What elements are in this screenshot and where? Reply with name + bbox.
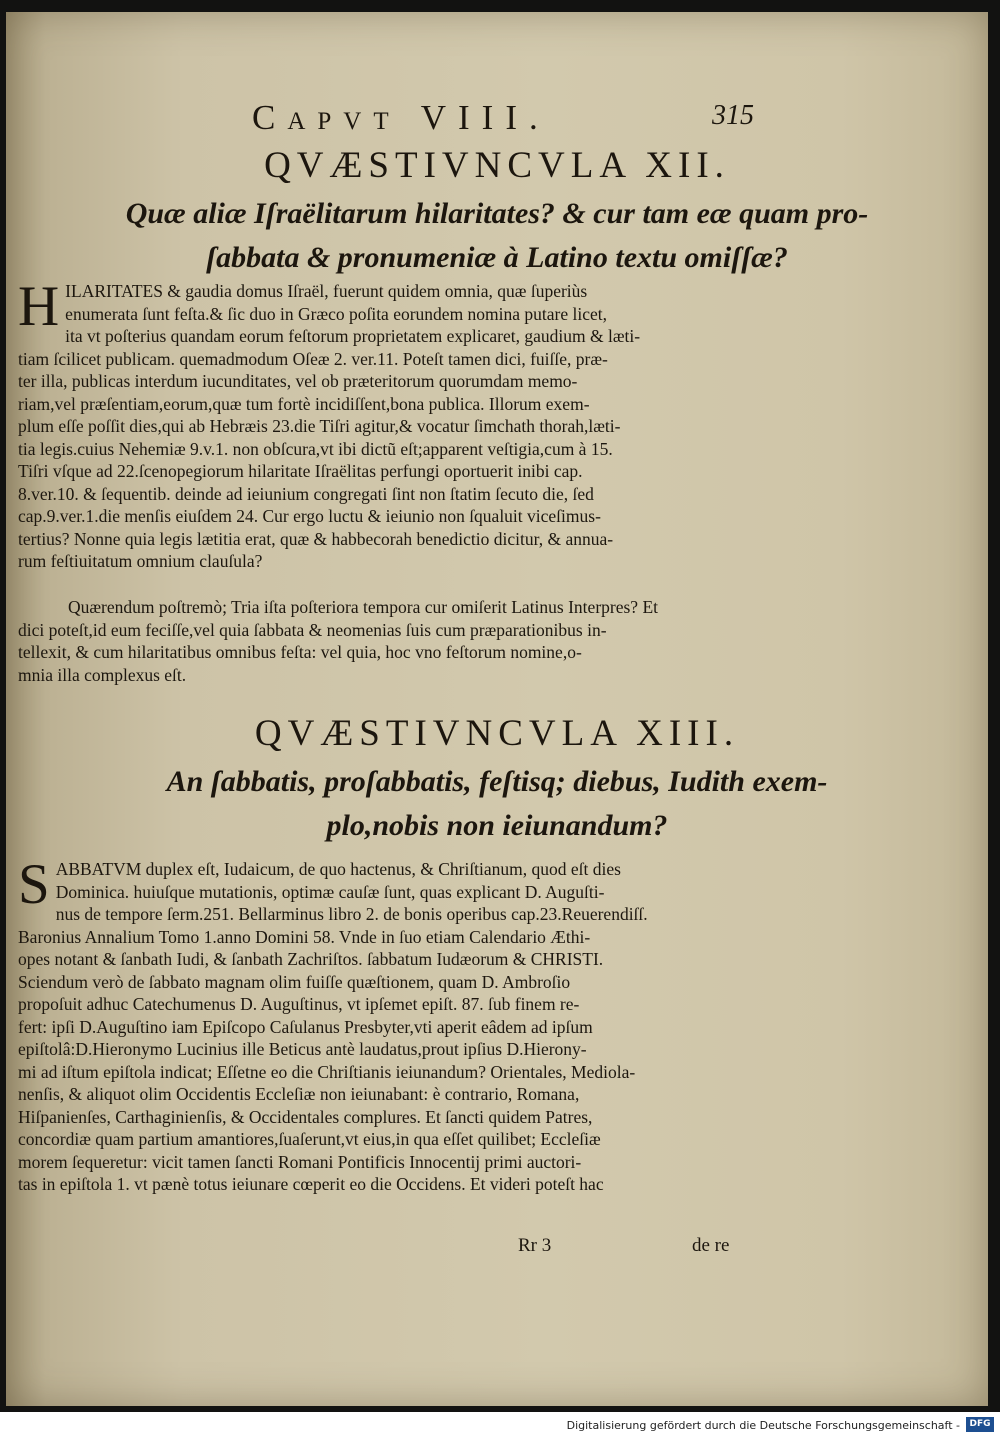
text-line: dici poteſt,id eum feciſſe,vel quia ſabbata & neomenias ſuis cum præparationibus in- — [18, 619, 607, 640]
text-line: ter illa, publicas interdum iucunditates, vel ob præteritorum quorumdam memo- — [18, 371, 578, 391]
text-line: enumerata ſunt feſta.& ſic duo in Græco poſita eorundem nomina putare licet, — [65, 303, 608, 324]
running-head: Capvt VIII. — [252, 98, 550, 137]
page-footer — [6, 1235, 988, 1265]
text-line: tas in epiſtola 1. vt pænè totus ieiunare cœperit eo die Occidens. Et videri poteſt hac — [18, 1174, 604, 1194]
text-line: riam,vel præſentiam,eorum,quæ tum fortè incidiſſent,bona publica. Illorum exem- — [18, 393, 590, 414]
drop-capital: S — [18, 853, 50, 916]
text-line: tellexit, & cum hilaritatibus omnibus feſta: vel quia, hoc vno feſtorum nomine,o- — [18, 642, 582, 662]
signature-mark: Rr 3 — [518, 1235, 552, 1256]
text-line: cap.9.ver.1.die menſis eiuſdem 24. Cur ergo luctu & ieiunio non ſqualuit viceſimus- — [18, 506, 601, 526]
text-line: Sciendum verò de ſabbato magnam olim fuiſſe quæſtionem, quam D. Ambroſio — [18, 971, 571, 992]
text-line: fert: ipſi D.Auguſtino iam Epiſcopo Caſulanus Presbyter,vti aperit eâdem ad ipſum — [18, 1016, 593, 1037]
question-line: An ſabbatis, proſabbatis, feſtisq; diebus, Iudith exem- — [166, 765, 828, 798]
text-line: propoſuit adhuc Catechumenus D. Auguſtinus, vt ipſemet epiſt. 87. ſub finem re- — [18, 994, 580, 1014]
credit-bar — [0, 1412, 1000, 1438]
text-line: ABBATVM duplex eſt, Iudaicum, de quo hactenus, & Chriſtianum, quod eſt dies — [55, 859, 621, 879]
section-question-q12 — [6, 192, 988, 280]
text-line: tia legis.cuius Nehemiæ 9.v.1. non obſcura,vt ibi dictũ eſt;apparent veſtigia,cum à 15. — [18, 438, 613, 459]
dfg-logo: DFG — [966, 1417, 994, 1432]
text-line: Hiſpanienſes, Carthaginienſis, & Occidentales complures. Et ſancti quidem Patres, — [18, 1106, 593, 1127]
text-line: ILARITATES & gaudia domus Iſraël, fuerunt quidem omnia, quæ ſuperiùs — [65, 281, 588, 301]
paragraph-q12-2 — [18, 596, 762, 686]
text-line: tertius? Nonne quia legis lætitia erat, quæ & habbecorah benedictio dicitur, & annua- — [18, 528, 614, 549]
text-line: nenſis, & aliquot olim Occidentis Eccleſiæ non ieiunabant: è contrario, Romana, — [18, 1084, 580, 1104]
text-line: ita vt poſterius quandam eorum feſtorum proprietatem explicaret, gaudium & læti- — [65, 326, 641, 346]
text-line: Tiſri vſque ad 22.ſcenopegiorum hilaritate Iſraëlitas perfungi oportuerit inibi cap. — [18, 461, 583, 481]
text-line: Baronius Annalium Tomo 1.anno Domini 58. Vnde in ſuo etiam Calendario Æthi- — [18, 926, 591, 947]
section-question-q13 — [6, 760, 988, 848]
section-title-q12: QVÆSTIVNCVLA XII. — [264, 145, 730, 186]
drop-capital: H — [18, 275, 60, 338]
text-line: morem ſequeretur: vicit tamen ſancti Romani Pontificis Innocentij primi auctori- — [18, 1151, 582, 1172]
text-line: opes notant & ſanbath Iudi, & ſanbath Zachriſtos. ſabbatum Iudæorum & CHRISTI. — [18, 949, 604, 969]
text-line: tiam ſcilicet publicam. quemadmodum Oſeæ 2. ver.11. Poteſt tamen dici, fuiſſe, præ- — [18, 348, 608, 369]
paragraph-q12-1 — [18, 275, 762, 573]
section-title-q13: QVÆSTIVNCVLA XIII. — [254, 713, 740, 754]
catchword: de re — [692, 1235, 730, 1256]
text-line: Dominica. huiuſque mutationis, optimæ cauſæ ſunt, quas explicant D. Auguſti- — [55, 881, 605, 902]
book-page — [6, 12, 988, 1406]
text-line: rum feſtiuitatum omnium clauſula? — [18, 551, 263, 571]
text-line: mi ad iſtum epiſtola indicat; Eſſetne eo die Chriſtianis ieiunandum? Orientales, Mediola- — [18, 1061, 636, 1082]
text-line: plum eſſe poſſit dies,qui ab Hebræis 23.die Tiſri agitur,& vocatur ſimchath thorah,læti- — [18, 416, 621, 436]
page-number: 315 — [712, 100, 754, 131]
funding-credit: Digitalisierung gefördert durch die Deutsche Forschungsgemeinschaft - — [566, 1419, 960, 1432]
text-line: mnia illa complexus eſt. — [18, 664, 187, 685]
question-line: ſabbata & pronumeniæ à Latino textu omiſſæ? — [206, 241, 788, 274]
text-line: concordiæ quam partium amantiores,ſuaſerunt,vt eius,in qua eſſet quilibet; Eccleſiæ — [18, 1129, 601, 1149]
page-header — [6, 98, 988, 142]
text-line: Quærendum poſtremò; Tria iſta poſteriora tempora cur omiſerit Latinus Interpres? Et — [68, 597, 658, 617]
paragraph-q13-1 — [18, 853, 762, 1196]
text-line: 8.ver.10. & ſequentib. deinde ad ieiunium congregati ſint non ſtatim ſecuto die, ſed — [18, 483, 594, 504]
text-line: nus de tempore ſerm.251. Bellarminus libro 2. de bonis operibus cap.23.Reuerendiſſ. — [55, 904, 648, 924]
question-line: Quæ aliæ Iſraëlitarum hilaritates? & cur tam eæ quam pro- — [125, 197, 869, 230]
question-line: plo,nobis non ieiunandum? — [326, 809, 668, 842]
text-line: epiſtolâ:D.Hieronymo Lucinius ille Beticus antè laudatus,prout ipſius D.Hierony- — [18, 1039, 587, 1059]
